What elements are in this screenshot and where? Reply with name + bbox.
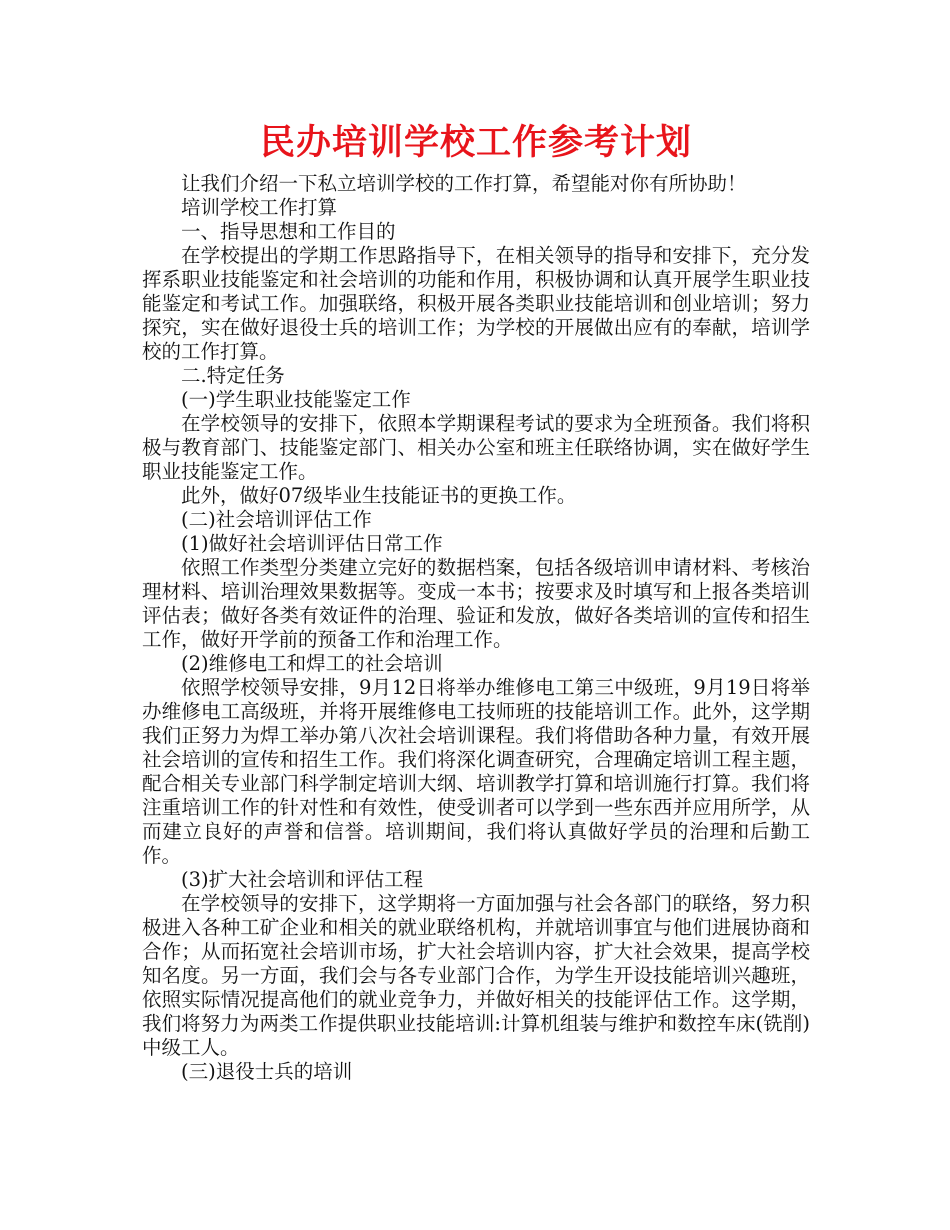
item-heading: (2)维修电工和焊工的社会培训: [181, 652, 443, 675]
item-heading: (1)做好社会培训评估日常工作: [181, 532, 443, 555]
subsection-heading: (二)社会培训评估工作: [181, 508, 372, 531]
paragraph: 在学校领导的安排下，依照本学期课程考试的要求为全班预备。我们将积极与教育部门、技能鉴定部门、相关办公室和班主任联络协调，实在做好学生职业技能鉴定工作。: [142, 412, 810, 483]
section-heading-1: 一、指导思想和工作目的: [181, 220, 396, 243]
paragraph: 此外，做好07级毕业生技能证书的更换工作。: [181, 484, 577, 507]
subsection-heading: (三)退役士兵的培训: [181, 1060, 353, 1083]
paragraph: 依照学校领导安排，9月12日将举办维修电工第三中级班，9月19日将举办维修电工高级班，并将开展维修电工技师班的技能培训工作。此外，这学期我们正努力为焊工举办第八次社会培训课程。我们将借助各种力量，有效开展社会培训的宣传和招生工作。我们将深化调查研究，合理确定培训工程主题，配合相关专业部门科学制定培训大纲、培训教学打算和培训施行打算。我们将注重培训工作的针对性和有效性，使受训者可以学到一些东西并应用所学，从而建立良好的声誉和信誉。培训期间，我们将认真做好学员的治理和后勤工作。: [142, 676, 810, 867]
subsection-heading: (一)学生职业技能鉴定工作: [181, 388, 411, 411]
paragraph-intro: 让我们介绍一下私立培训学校的工作打算，希望能对你有所协助！: [181, 172, 747, 195]
document-page: [142, 118, 810, 1084]
section-heading-2: 二.特定任务: [181, 364, 285, 387]
item-heading: (3)扩大社会培训和评估工程: [181, 868, 424, 891]
paragraph: 在学校提出的学期工作思路指导下，在相关领导的指导和安排下，充分发挥系职业技能鉴定和社会培训的功能和作用，积极协调和认真开展学生职业技能鉴定和考试工作。加强联络，积极开展各类职业技能培训和创业培训；努力探究，实在做好退役士兵的培训工作；为学校的开展做出应有的奉献，培训学校的工作打算。: [142, 244, 810, 363]
document-body: [142, 172, 810, 1084]
paragraph: 依照工作类型分类建立完好的数据档案，包括各级培训申请材料、考核治理材料、培训治理效果数据等。变成一本书；按要求及时填写和上报各类培训评估表；做好各类有效证件的治理、验证和发放，做好各类培训的宣传和招生工作，做好开学前的预备工作和治理工作。: [142, 556, 810, 651]
paragraph-subtitle: 培训学校工作打算: [181, 196, 338, 219]
paragraph: 在学校领导的安排下，这学期将一方面加强与社会各部门的联络，努力积极进入各种工矿企业和相关的就业联络机构，并就培训事宜与他们进展协商和合作；从而拓宽社会培训市场，扩大社会培训内容，扩大社会效果，提高学校知名度。另一方面，我们会与各专业部门合作，为学生开设技能培训兴趣班，依照实际情况提高他们的就业竞争力，并做好相关的技能评估工作。这学期，我们将努力为两类工作提供职业技能培训:计算机组装与维护和数控车床(铣削)中级工人。: [142, 892, 810, 1059]
document-title: 民办培训学校工作参考计划: [259, 123, 692, 163]
